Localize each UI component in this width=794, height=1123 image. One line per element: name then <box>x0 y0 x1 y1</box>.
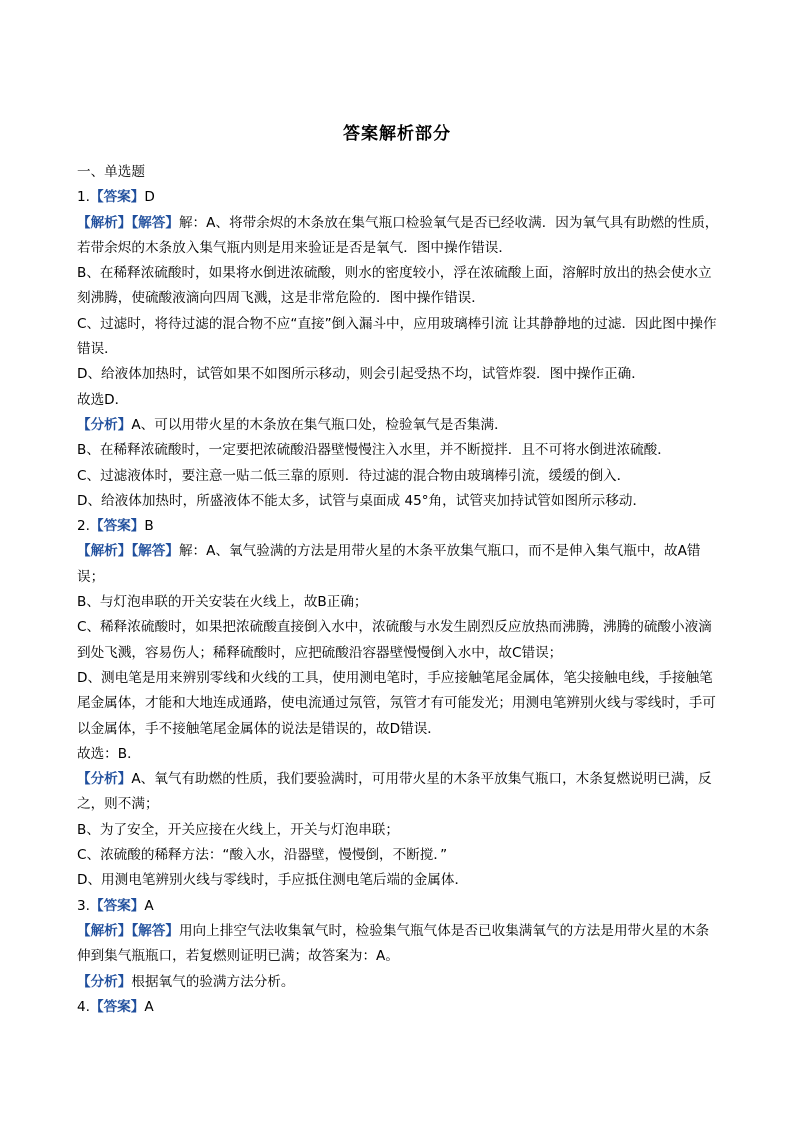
q1-fenxi-4: D、给液体加热时，所盛液体不能太多，试管与桌面成 45°角，试管夹加持试管如图所示移动． <box>77 492 647 509</box>
q2-solution-para3: C、稀释浓硫酸时，如果把浓硫酸直接倒入水中，浓硫酸与水发生剧烈反应放热而沸腾，沸腾的硫酸小液滴到处飞溅，容易伤人；稀释硫酸时，应把硫酸沿容器壁慢慢倒入水中，故C错误； <box>77 619 712 661</box>
analysis-tag: 【解析】 <box>77 922 132 939</box>
q1-fenxi-1 <box>77 413 722 438</box>
q1-number: 1. <box>77 189 90 206</box>
page-title: 答案解析部分 <box>343 124 451 144</box>
document-body <box>77 160 722 1020</box>
solution-tag: 【解答】 <box>131 922 179 939</box>
solution-tag: 【解答】 <box>131 543 179 560</box>
q2-fenxi-2: B、为了安全，开关应接在火线上，开关与灯泡串联； <box>77 821 399 838</box>
q2-solution-para2: B、与灯泡串联的开关安装在火线上，故B正确； <box>77 594 368 611</box>
q1-solution-para5: 故选D． <box>77 391 129 408</box>
q3-fx1-text: 根据氧气的验满方法分析。 <box>131 973 295 990</box>
q2-answer: B <box>144 518 154 535</box>
q3-answer-line <box>77 894 722 919</box>
q2-fenxi-1 <box>77 767 722 818</box>
answer-tag: 【答案】 <box>89 518 145 535</box>
answer-tag: 【答案】 <box>89 189 145 206</box>
q2-para1-text: 解：A、氧气验满的方法是用带火星的木条平放集气瓶口，而不是伸入集气瓶中，故A错误； <box>77 543 701 585</box>
q1-solution-para3: C、过滤时，将待过滤的混合物不应“直接”倒入漏斗中，应用玻璃棒引流 让其静静地的过滤．因此图中操作错误． <box>77 315 717 358</box>
analysis-tag: 【解析】 <box>77 214 132 231</box>
solution-tag: 【解答】 <box>131 214 179 231</box>
fenxi-tag: 【分析】 <box>77 416 132 433</box>
q2-fenxi-3: C、浓硫酸的稀释方法：“酸入水，沿器壁，慢慢倒，不断搅．” <box>77 847 448 864</box>
q1-solution-para4: D、给液体加热时，试管如果不如图所示移动，则会引起受热不均，试管炸裂．图中操作正确． <box>77 366 645 383</box>
answer-tag: 【答案】 <box>89 897 145 914</box>
q1-para1-text: 解：A、将带余烬的木条放在集气瓶口检验氧气是否已经收满．因为氧气具有助燃的性质，若带余烬的木条放入集气瓶内则是用来验证是否是氧气．图中操作错误． <box>77 214 719 256</box>
q1-answer: D <box>144 189 155 206</box>
q2-answer-line <box>77 514 722 539</box>
q2-number: 2. <box>77 518 90 535</box>
q2-solution-para4: D、测电笔是用来辨别零线和火线的工具，使用测电笔时，手应接触笔尾金属体，笔尖接触电线，手接触笔尾金属体，才能和大地连成通路，使电流通过氖管，氖管才有可能发光；用测电笔辨别火线与零线时，手可以金属体，手不接触笔尾金属体的说法是错误的，故D错误． <box>77 669 716 737</box>
q3-para1-text: 用向上排空气法收集氧气时，检验集气瓶气体是否已收集满氧气的方法是用带火星的木条伸到集气瓶瓶口，若复燃则证明已满；故答案为：A。 <box>77 922 710 965</box>
answer-tag: 【答案】 <box>89 998 145 1015</box>
q4-number: 4. <box>77 998 90 1015</box>
q2-solution-para1 <box>77 539 722 590</box>
section-heading: 一、单选题 <box>77 164 145 180</box>
q4-answer: A <box>144 998 154 1015</box>
q4-answer-line <box>77 995 722 1020</box>
q1-solution-para2: B、在稀释浓硫酸时，如果将水倒进浓硫酸，则水的密度较小，浮在浓硫酸上面，溶解时放出的热会使水立刻沸腾，使硫酸液滴向四周飞溅，这是非常危险的．图中操作错误． <box>77 265 712 307</box>
analysis-tag: 【解析】 <box>77 543 132 560</box>
q1-fenxi-3: C、过滤液体时，要注意一贴二低三靠的原则．待过滤的混合物由玻璃棒引流，缓缓的倒入． <box>77 467 631 484</box>
q1-solution-para1 <box>77 211 722 262</box>
q2-fenxi-4: D、用测电笔辨别火线与零线时，手应抵住测电笔后端的金属体． <box>77 872 469 889</box>
q3-answer: A <box>144 897 154 914</box>
q1-answer-line <box>77 185 722 210</box>
q3-fenxi-1 <box>77 970 722 995</box>
fenxi-tag: 【分析】 <box>77 973 132 990</box>
q1-fenxi-2: B、在稀释浓硫酸时，一定要把浓硫酸沿器壁慢慢注入水里，并不断搅拌．且不可将水倒进浓硫酸． <box>77 442 671 459</box>
q2-solution-para5: 故选：B． <box>77 745 141 762</box>
q3-solution-para1 <box>77 919 722 970</box>
q3-number: 3. <box>77 897 90 914</box>
q2-fx1-text: A、氧气有助燃的性质，我们要验满时，可用带火星的木条平放集气瓶口，木条复燃说明已满，反之，则不满； <box>77 771 712 813</box>
fenxi-tag: 【分析】 <box>77 771 132 788</box>
q1-fx1-text: A、可以用带火星的木条放在集气瓶口处，检验氧气是否集满． <box>131 416 508 433</box>
